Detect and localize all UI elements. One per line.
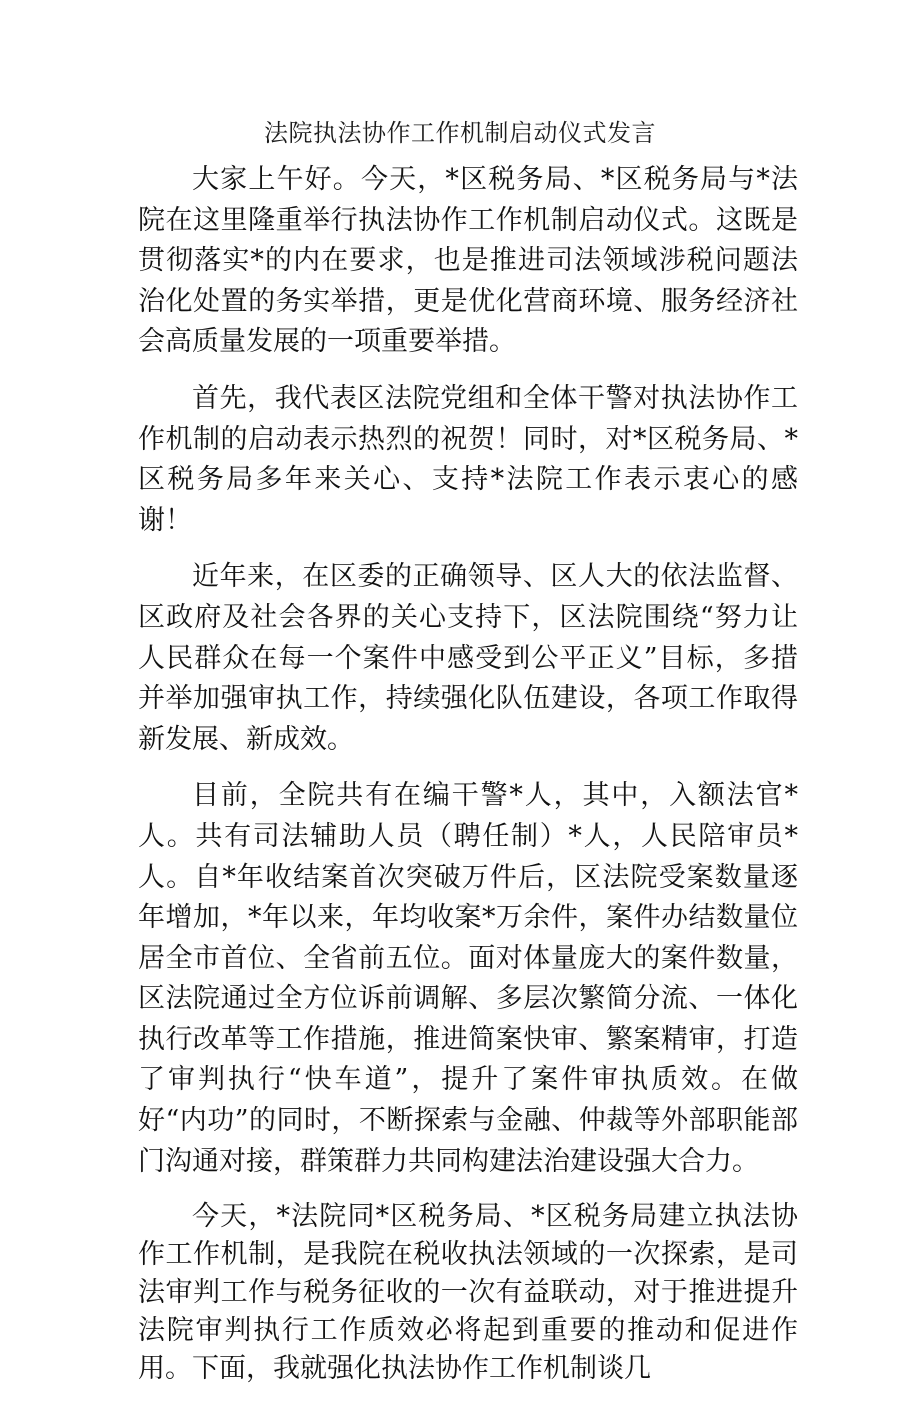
document-body [138, 160, 798, 1404]
paragraph-congratulations: 首先，我代表区法院党组和全体干警对执法协作工作机制的启动表示热烈的祝贺！同时，对*区税务局、*区税务局多年来关心、支持*法院工作表示衷心的感谢！ [138, 382, 798, 536]
paragraph-today: 今天，*法院同*区税务局、*区税务局建立执法协作工作机制，是我院在税收执法领域的一次探索，是司法审判工作与税务征收的一次有益联动，对于推进提升法院审判执行工作质效必将起到重要的推动和促进作用。下面，我就强化执法协作工作机制谈几 [138, 1201, 798, 1385]
document-title: 法院执法协作工作机制启动仪式发言 [264, 119, 656, 147]
paragraph-greeting: 大家上午好。今天，*区税务局、*区税务局与*法院在这里隆重举行执法协作工作机制启动仪式。这既是贯彻落实*的内在要求，也是推进司法领域涉税问题法治化处置的务实举措，更是优化营商环境、服务经济社会高质量发展的一项重要举措。 [138, 164, 798, 358]
paragraph-court-status: 目前，全院共有在编干警*人，其中，入额法官*人。共有司法辅助人员（聘任制）*人，人民陪审员*人。自*年收结案首次突破万件后，区法院受案数量逐年增加，*年以来，年均收案*万余件，案件办结数量位居全市首位、全省前五位。面对体量庞大的案件数量，区法院通过全方位诉前调解、多层次繁简分流、一体化执行改革等工作措施，推进简案快审、繁案精审，打造了审判执行“快车道”，提升了案件审执质效。在做好“内功”的同时，不断探索与金融、仲裁等外部职能部门沟通对接，群策群力共同构建法治建设强大合力。 [138, 780, 798, 1177]
paragraph-recent-years: 近年来，在区委的正确领导、区人大的依法监督、区政府及社会各界的关心支持下，区法院围绕“努力让人民群众在每一个案件中感受到公平正义”目标，多措并举加强审执工作，持续强化队伍建设，各项工作取得新发展、新成效。 [138, 561, 798, 755]
